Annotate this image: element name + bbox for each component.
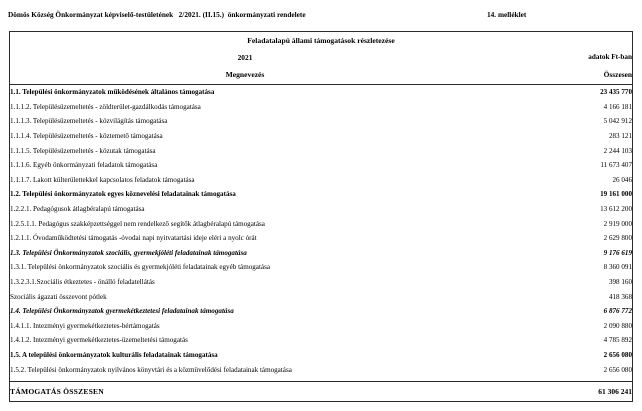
table-row (10, 333, 632, 348)
row-label: 1.1.1.5. Településüzemeltetés - közutak támogatása (10, 146, 156, 155)
column-header-name: Megnevezés (10, 65, 480, 85)
row-value: 11 673 407 (600, 161, 633, 170)
row-label: 1.2. Települési önkormányzatok egyes köznevelési feladatainak támogatása (10, 190, 236, 199)
table-row (10, 143, 632, 158)
table-body (10, 32, 632, 393)
row-label: 1.2.2.1. Pedagógusok átlagbéralapú támogatása (10, 205, 145, 214)
table-row (10, 216, 632, 231)
row-label: 1.3.2.3.1.Szociális étkeztetes - önálló feladatellátás (10, 278, 155, 287)
support-details-table (9, 31, 633, 394)
row-value: 2 244 103 (603, 146, 633, 155)
annex-label: 14. melléklet (487, 10, 527, 19)
row-value: 5 042 912 (603, 117, 633, 126)
row-label: 1.2.1.1. Óvodaműködtetési támogatás -óvodai napi nyitvatartási ideje eléri a nyolc órát (10, 234, 257, 243)
row-label: 1.5.2. Települési önkormányzatok nyilvános könyvtári és a közmüvelődési feladatainak támogatása (10, 365, 292, 374)
row-label: 1.4. Települési Önkormányzatok gyermekétkeztetesi feladatainak támogatása (10, 307, 234, 316)
row-label: 1.3. Települési Önkormányzatok szociális, gyermekjóléti feladatainak támogatása (10, 248, 247, 257)
table-header-row (10, 65, 632, 85)
table-row (10, 289, 632, 304)
row-label: 1.4.1.2. Intezményi gyermekétkeztetes-üzemeltetési támogatás (10, 336, 188, 345)
row-value: 8 360 091 (603, 263, 633, 272)
row-label: 1.1.1.3. Településüzemeltetés - közvilágítás támogatása (10, 117, 168, 126)
table-row (10, 85, 632, 100)
row-value: 19 161 000 (600, 190, 633, 199)
row-value: 398 160 (608, 278, 633, 287)
row-value: 418 368 (608, 292, 633, 301)
table-row (10, 246, 632, 261)
table-title-row (10, 32, 632, 49)
table-row (10, 100, 632, 115)
row-value: 283 121 (608, 132, 633, 141)
row-value: 2 656 080 (603, 350, 633, 359)
row-label: 1.2.5.1.1. Pedagógus szakképzettséggel nem rendelkező segítők átlagbéralapú támogatása (10, 219, 265, 228)
row-value: 26 046 (612, 175, 633, 184)
regulation-reference: Dömös Község Önkormányzat képviselő-testületének 2/2021. (II.15.) önkormányzati rendelete (8, 10, 306, 19)
table-row (10, 187, 632, 202)
row-value: 2 919 000 (603, 219, 633, 228)
row-value: 2 629 800 (603, 234, 633, 243)
table-year: 2021 (237, 52, 253, 62)
row-value: 4 785 892 (603, 336, 633, 345)
row-value: 13 612 200 (600, 205, 633, 214)
table-row (10, 158, 632, 173)
total-label: TÁMOGATÁS ÖSSZESEN (10, 387, 104, 396)
table-row (10, 231, 632, 246)
table-row (10, 319, 632, 334)
table-title: Feladatalapú állami támogatások részletezése (247, 36, 395, 45)
table-row (10, 202, 632, 217)
table-row (10, 304, 632, 319)
total-value: 61 306 241 (598, 387, 632, 396)
row-label: 1.3.1. Települési önkormányzatok szociális és gyermekjóléti feladatainak egyéb támogatása (10, 263, 270, 272)
table-row (10, 114, 632, 129)
table-row (10, 362, 632, 377)
column-header-value: Összesen (480, 65, 632, 85)
total-row (10, 382, 632, 401)
table-row (10, 260, 632, 275)
table-row (10, 348, 632, 363)
total-table (10, 382, 632, 401)
document-header (0, 8, 642, 22)
row-value: 2 090 880 (603, 321, 633, 330)
row-label: 1.1.1.2. Településüzemeltetés - zöldterület-gazdálkodás támogatása (10, 102, 201, 111)
table-row (10, 275, 632, 290)
row-label: 1.1.1.6. Egyéb önkormányzati feladatok támogatása (10, 161, 158, 170)
row-value: 6 876 772 (603, 307, 633, 316)
table-row (10, 129, 632, 144)
row-label: 1.1.1.7. Lakott külterülettekkel kapcsolatos feladatok támogatása (10, 175, 195, 184)
total-row-frame (9, 381, 633, 402)
row-value: 9 176 619 (603, 248, 633, 257)
row-label: 1.5. A települési önkormányzatok kulturális feladatainak támogatása (10, 350, 218, 359)
row-label: 1.4.1.1. Intezményi gyermekétkeztetes-bértámogatás (10, 321, 160, 330)
table-row (10, 173, 632, 188)
table-year-row (10, 49, 632, 65)
row-value: 23 435 770 (600, 88, 633, 97)
row-label: 1.1. Települési önkormányzatok működésének általános támogatása (10, 88, 215, 97)
row-value: 4 166 181 (603, 102, 633, 111)
row-value: 2 656 080 (603, 365, 633, 374)
row-label: 1.1.1.4. Településüzemeltetés - köztemető támogatása (10, 132, 163, 141)
row-label: Szociális ágazati összevont pótlek (10, 292, 107, 301)
support-table (10, 32, 632, 393)
table-units: adatok Ft-ban (588, 53, 633, 61)
